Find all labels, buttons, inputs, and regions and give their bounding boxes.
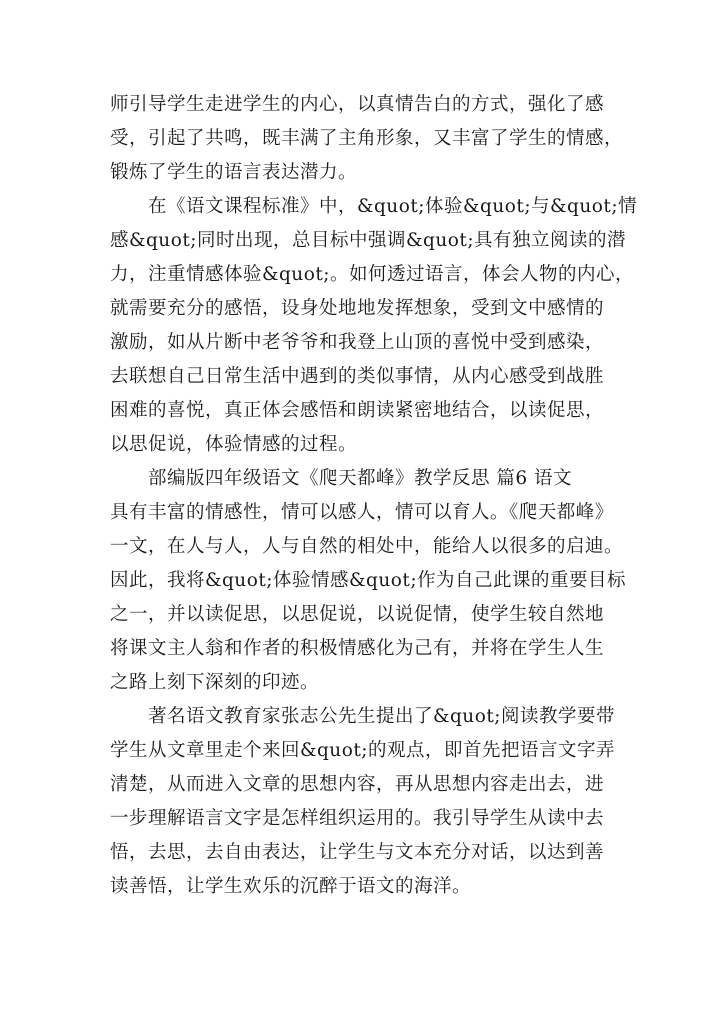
- text-line: 具有丰富的情感性，情可以感人，情可以育人。《爬天都峰》: [110, 502, 614, 523]
- text-line: 之路上刻下深刻的印迹。: [110, 672, 320, 693]
- text-line: 困难的喜悦，真正体会感悟和朗读紧密地结合，以读促思，: [110, 400, 605, 421]
- document-body: [110, 88, 638, 904]
- text-line: 悟，去思，去自由表达，让学生与文本充分对话，以达到善: [110, 842, 605, 863]
- text-line: 师引导学生走进学生的内心，以真情告白的方式，强化了感: [110, 94, 605, 115]
- text-line: 激励，如从片断中老爷爷和我登上山顶的喜悦中受到感染，: [110, 332, 605, 353]
- text-line: 一文，在人与人，人与自然的相处中，能给人以很多的启迪。: [110, 536, 624, 557]
- text-line: 之一，并以读促思，以思促说，以说促情，使学生较自然地: [110, 604, 605, 625]
- text-line: 力，注重情感体验&quot;。如何透过语言，体会人物的内心，: [110, 264, 635, 285]
- text-line: 著名语文教育家张志公先生提出了&quot;阅读教学要带: [148, 706, 616, 727]
- text-line: 就需要充分的感悟，设身处地地发挥想象，受到文中感情的: [110, 298, 605, 319]
- text-line: 将课文主人翁和作者的积极情感化为己有，并将在学生人生: [110, 638, 605, 659]
- text-line: 锻炼了学生的语言表达潜力。: [110, 162, 358, 183]
- text-line: 在《语文课程标准》中，&quot;体验&quot;与&quot;情: [148, 196, 638, 217]
- text-line: 读善悟，让学生欢乐的沉醉于语文的海洋。: [110, 876, 472, 897]
- text-line: 一步理解语言文字是怎样组织运用的。我引导学生从读中去: [110, 808, 605, 829]
- text-line: 清楚，从而进入文章的思想内容，再从思想内容走出去，进: [110, 774, 605, 795]
- text-line: 以思促说，体验情感的过程。: [110, 434, 358, 455]
- text-line: 去联想自己日常生活中遇到的类似事情，从内心感受到战胜: [110, 366, 605, 387]
- text-line: 部编版四年级语文《爬天都峰》教学反思 篇6 语文: [148, 468, 573, 489]
- text-line: 感&quot;同时出现，总目标中强调&quot;具有独立阅读的潜: [110, 230, 627, 251]
- text-line: 因此，我将&quot;体验情感&quot;作为自己此课的重要目标: [110, 570, 627, 591]
- text-line: 学生从文章里走个来回&quot;的观点，即首先把语言文字弄: [110, 740, 616, 761]
- text-line: 受，引起了共鸣，既丰满了主角形象，又丰富了学生的情感，: [110, 128, 624, 149]
